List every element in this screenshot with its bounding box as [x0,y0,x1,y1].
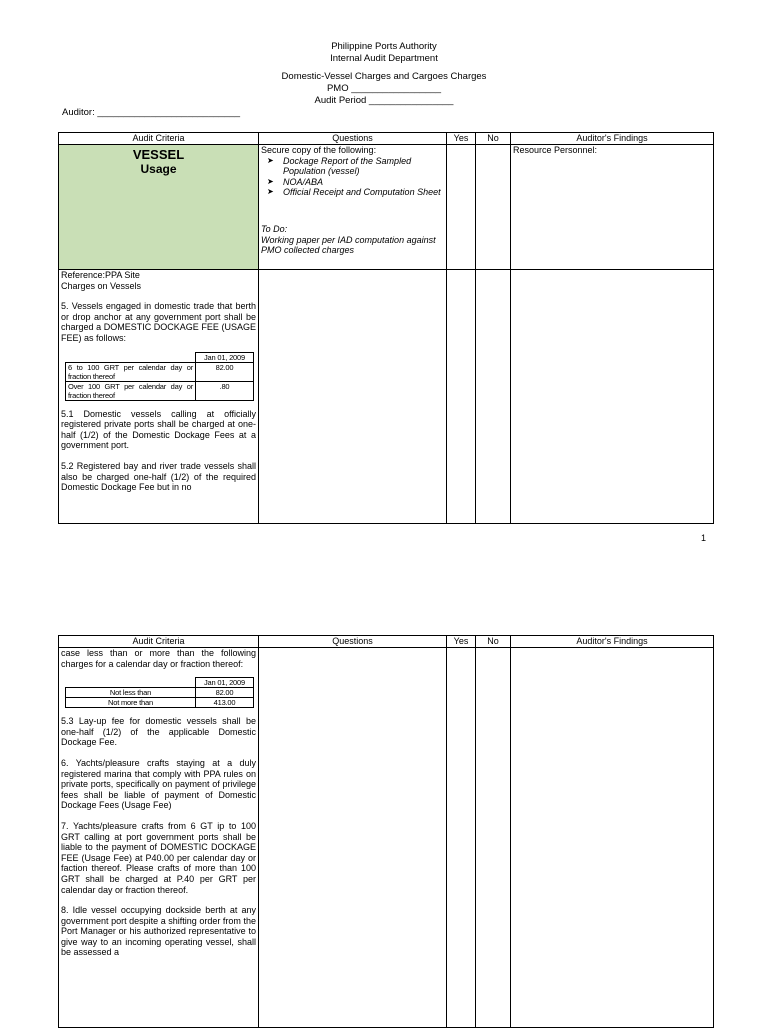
list-item: ➤ NOA/ABA [283,177,444,188]
criteria-row [59,648,714,1028]
paragraph-5: 5. Vessels engaged in domestic trade that berth or drop anchor at any government port shall be charged a DOMESTIC DOCKAGE FEE (USAGE FEE) as follows: [61,301,256,343]
rate-label: Not more than [66,698,196,708]
paragraph-continued: case less than or more than the following charges for a calendar day or fraction thereof: [61,648,256,669]
document-title: Domestic-Vessel Charges and Cargoes Charges [281,71,487,82]
dept-name: Internal Audit Department [330,53,438,64]
paragraph-5-3: 5.3 Lay-up fee for domestic vessels shall be one-half (1/2) of the applicable Domestic Dockage Fee. [61,716,256,748]
questions-cell[interactable] [259,270,447,524]
paragraph-5-1: 5.1 Domestic vessels calling at officially registered private ports shall be charged at one-half (1/2) of the Domestic Dockage Fees at a government port. [61,408,256,451]
reference-line: Reference:PPA Site [61,270,140,280]
no-cell[interactable] [476,648,511,1028]
questions-intro: Secure copy of the following: [261,145,377,155]
rate-label: Not less than [66,688,196,698]
table-header-row [59,636,714,648]
paragraph-8: 8. Idle vessel occupying dockside berth at any government port despite a shifting order from the Port Manager or his authorized representative to give way to an incoming operating vessel, shall be assessed a [61,905,256,958]
paragraph-6: 6. Yachts/pleasure crafts staying at a duly registered marina that comply with PPA rules on private ports, specifically on payment of privilege fees shall be liable of payment of Domestic Dockage Fees (Usage Fee) [61,757,256,811]
rate-label: Over 100 GRT per calendar day or fraction thereof [66,381,196,400]
findings-cell[interactable] [511,145,714,270]
rate-value: 82.00 [196,362,254,381]
questions-cell[interactable] [259,648,447,1028]
no-cell[interactable] [476,145,511,270]
no-cell[interactable] [476,270,511,524]
questions-list [261,156,444,198]
vessel-title: VESSEL [132,147,185,162]
dockage-rate-table [65,352,254,401]
todo-label: To Do: [261,223,288,234]
resource-personnel-label: Resource Personnel: [513,145,598,155]
vessel-subtitle: Usage [140,162,177,176]
yes-cell[interactable] [447,270,476,524]
rate-value: .80 [196,381,254,400]
col-findings: Auditor's Findings [511,133,714,145]
paragraph-7: 7. Yachts/pleasure crafts from 6 GT ip to 100 GRT calling at port government ports shall be liable to the payment of DOMESTIC DOCKAGE FEE (Usage Fee) at P40.00 per calendar day or faction thereof. Please crafts of more than 100 GRT shall be charged at P.40 per GRT per calendar day or fraction thereof. [61,820,256,895]
col-audit-criteria: Audit Criteria [59,636,259,648]
audit-table-page2 [58,635,714,1028]
rate-date-header: Jan 01, 2009 [196,352,254,362]
org-name: Philippine Ports Authority [331,41,437,52]
rate-label: 6 to 100 GRT per calendar day or fraction thereof [66,362,196,381]
criteria-cell [59,270,259,524]
todo-text: Working paper per IAD computation against PMO collected charges [261,234,436,256]
audit-period-line: Audit Period ________________ [314,95,454,106]
dockage-limit-table [65,677,254,708]
criteria-row [59,270,714,524]
reference-line: Charges on Vessels [61,280,142,291]
list-item: ➤ Official Receipt and Computation Sheet [283,187,444,198]
auditor-line: Auditor: ___________________________ [62,107,241,118]
col-questions: Questions [259,133,447,145]
findings-cell[interactable] [511,270,714,524]
col-yes: Yes [447,133,476,145]
criteria-cell [59,648,259,1028]
rate-value: 413.00 [196,698,254,708]
yes-cell[interactable] [447,145,476,270]
col-findings: Auditor's Findings [511,636,714,648]
rate-value: 82.00 [196,688,254,698]
paragraph-5-2: 5.2 Registered bay and river trade vessels shall also be charged one-half (1/2) of the required Domestic Dockage Fee but in no [61,460,256,493]
yes-cell[interactable] [447,648,476,1028]
rate-date-header: Jan 01, 2009 [196,678,254,688]
questions-cell [259,145,447,270]
findings-cell[interactable] [511,648,714,1028]
col-no: No [476,636,511,648]
col-yes: Yes [447,636,476,648]
pmo-line: PMO _________________ [326,83,442,94]
list-item: ➤ Dockage Report of the Sampled Population (vessel) [283,156,444,177]
audit-table-page1 [58,132,714,524]
table-header-row [59,133,714,145]
col-audit-criteria: Audit Criteria [59,133,259,145]
vessel-cell [59,145,259,270]
col-questions: Questions [259,636,447,648]
vessel-row [59,145,714,270]
col-no: No [476,133,511,145]
page-number: 1 [700,533,706,543]
